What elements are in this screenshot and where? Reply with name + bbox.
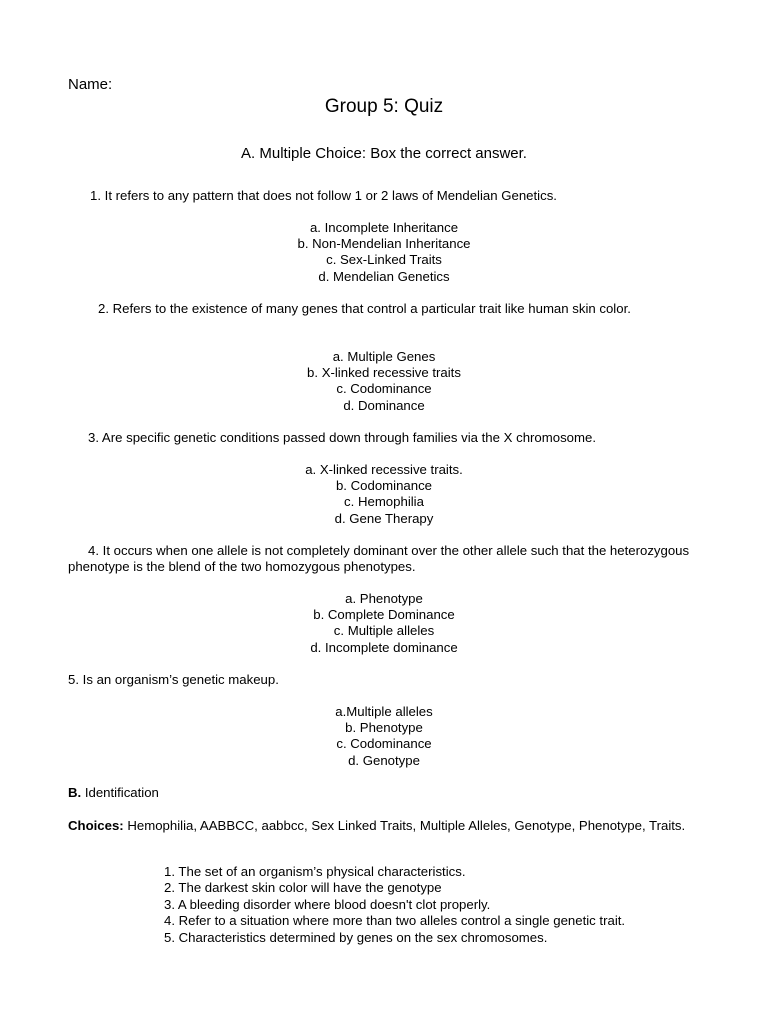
question-4-prompt: 4. It occurs when one allele is not completely dominant over the other allele such that the heterozygous phenotype is the blend of the two homozygous phenotypes. (68, 543, 690, 574)
question-1-prompt: 1. It refers to any pattern that does not follow 1 or 2 laws of Mendelian Genetics. (90, 188, 557, 203)
identification-item-2: 2. The darkest skin color will have the genotype (164, 880, 442, 895)
name-label: Name: (68, 76, 113, 93)
page-title: Group 5: Quiz (324, 96, 444, 117)
question-4-option-a: a. Phenotype (345, 591, 423, 606)
question-5-option-d: d. Genotype (348, 753, 420, 768)
question-4-option-b: b. Complete Dominance (313, 607, 455, 622)
section-b-heading (68, 785, 159, 801)
question-5-prompt: 5. Is an organism’s genetic makeup. (68, 672, 279, 687)
choices-label: Choices: (68, 818, 124, 833)
section-b-label: B. (68, 785, 82, 800)
question-3-option-a: a. X-linked recessive traits. (305, 462, 463, 477)
question-2-option-d: d. Dominance (343, 398, 425, 413)
question-3-option-d: d. Gene Therapy (334, 511, 434, 526)
identification-item-5: 5. Characteristics determined by genes on the sex chromosomes. (164, 930, 548, 945)
section-a-heading: A. Multiple Choice: Box the correct answer. (241, 145, 527, 162)
question-2-option-c: c. Codominance (336, 381, 432, 396)
choices-text: Hemophilia, AABBCC, aabbcc, Sex Linked Traits, Multiple Alleles, Genotype, Phenotype, Traits. (123, 818, 686, 833)
question-3-option-b: b. Codominance (335, 478, 433, 493)
question-2-option-a: a. Multiple Genes (332, 349, 436, 364)
question-4-option-d: d. Incomplete dominance (310, 640, 458, 655)
question-4-option-c: c. Multiple alleles (333, 623, 435, 638)
choices-line (68, 818, 700, 834)
question-2-option-b: b. X-linked recessive traits (307, 365, 461, 380)
question-5-option-c: c. Codominance (336, 736, 432, 751)
question-5-option-b: b. Phenotype (345, 720, 423, 735)
question-5-option-a: a.Multiple alleles (335, 704, 433, 719)
question-3-prompt: 3. Are specific genetic conditions passed down through families via the X chromosome. (88, 430, 596, 445)
question-3-option-c: c. Hemophilia (344, 494, 424, 509)
identification-item-1: 1. The set of an organism’s physical characteristics. (164, 864, 466, 879)
identification-item-4: 4. Refer to a situation where more than two alleles control a single genetic trait. (164, 913, 626, 928)
identification-item-3: 3. A bleeding disorder where blood doesn't clot properly. (164, 897, 491, 912)
question-1-option-a: a. Incomplete Inheritance (309, 220, 459, 235)
section-b-title: Identification (81, 785, 159, 800)
question-2-prompt: 2. Refers to the existence of many genes that control a particular trait like human skin color. (98, 301, 631, 316)
question-1-option-c: c. Sex-Linked Traits (326, 252, 442, 267)
question-1-option-b: b. Non-Mendelian Inheritance (297, 236, 471, 251)
question-1-option-d: d. Mendelian Genetics (318, 269, 450, 284)
